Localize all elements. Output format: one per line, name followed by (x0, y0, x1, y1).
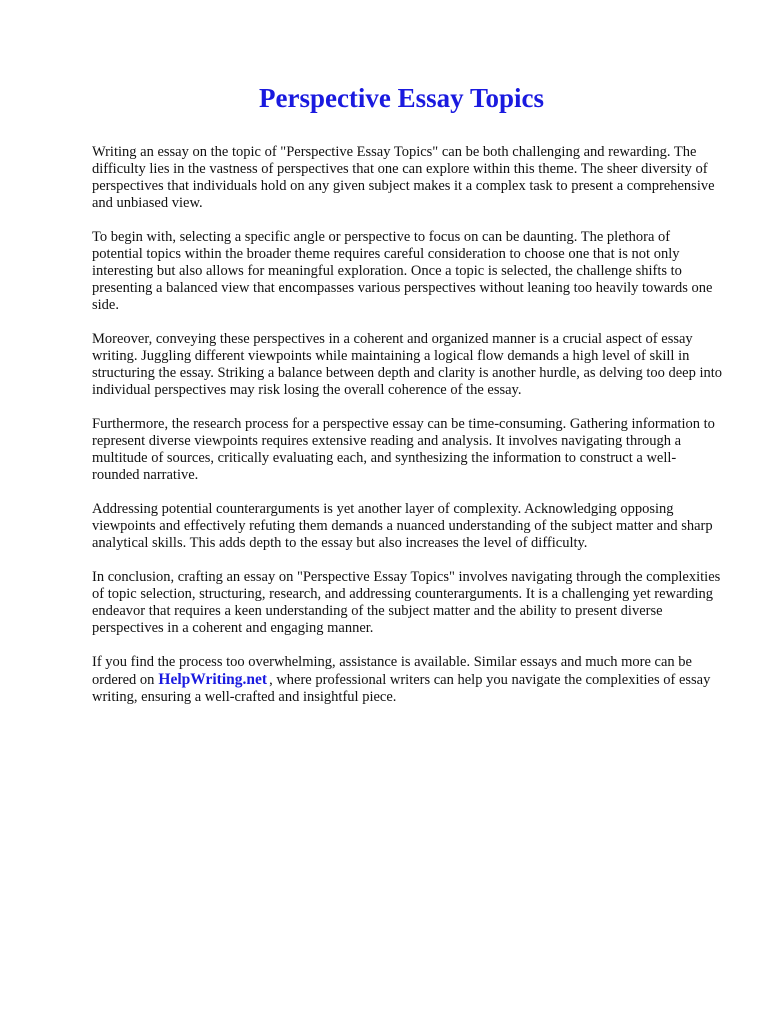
paragraph-selecting-angle: To begin with, selecting a specific angle or perspective to focus on can be daunting. The plethora of potential topics within the broader theme requires careful consideration to choose one that is not only interesting but also allows for meaningful exploration. Once a topic is selected, the challenge shifts to presenting a balanced view that encompasses various perspectives without leaning too heavily towards one side. (92, 229, 713, 313)
paragraph-research-process: Furthermore, the research process for a perspective essay can be time-consuming. Gathering information to represent diverse viewpoints requires extensive reading and analysis. It involves navigating through a multitude of sources, critically evaluating each, and synthesizing the information to construct a well-rounded narrative. (92, 416, 715, 483)
assistance-text-after-link: , where professional writers can help you navigate the complexities of essay writing, ensuring a well-crafted and insightful piece. (92, 672, 711, 705)
document-title: Perspective Essay Topics (258, 83, 544, 113)
helpwriting-link[interactable]: HelpWriting.net (158, 671, 268, 688)
paragraph-intro: Writing an essay on the topic of "Perspective Essay Topics" can be both challenging and rewarding. The difficulty lies in the vastness of perspectives that one can explore within this theme. The sheer diversity of perspectives that individuals hold on any given subject makes it a complex task to present a comprehensive and unbiased view. (92, 144, 715, 211)
paragraph-conclusion: In conclusion, crafting an essay on "Perspective Essay Topics" involves navigating through the complexities of topic selection, structuring, research, and addressing counterarguments. It is a challenging yet rewarding endeavor that requires a keen understanding of the subject matter and the ability to present diverse perspectives in a coherent and engaging manner. (92, 569, 721, 636)
paragraph-assistance (92, 654, 723, 706)
paragraph-conveying-perspectives: Moreover, conveying these perspectives in a coherent and organized manner is a crucial aspect of essay writing. Juggling different viewpoints while maintaining a logical flow demands a high level of skill in structuring the essay. Striking a balance between depth and clarity is another hurdle, as delving too deep into individual perspectives may risk losing the overall coherence of the essay. (92, 331, 723, 398)
assistance-text-before-link: If you find the process too overwhelming, assistance is available. Similar essays and much more can be ordered on (92, 654, 692, 688)
paragraph-counterarguments: Addressing potential counterarguments is yet another layer of complexity. Acknowledging opposing viewpoints and effectively refuting them demands a nuanced understanding of the subject matter and sharp analytical skills. This adds depth to the essay but also increases the level of difficulty. (92, 501, 713, 551)
